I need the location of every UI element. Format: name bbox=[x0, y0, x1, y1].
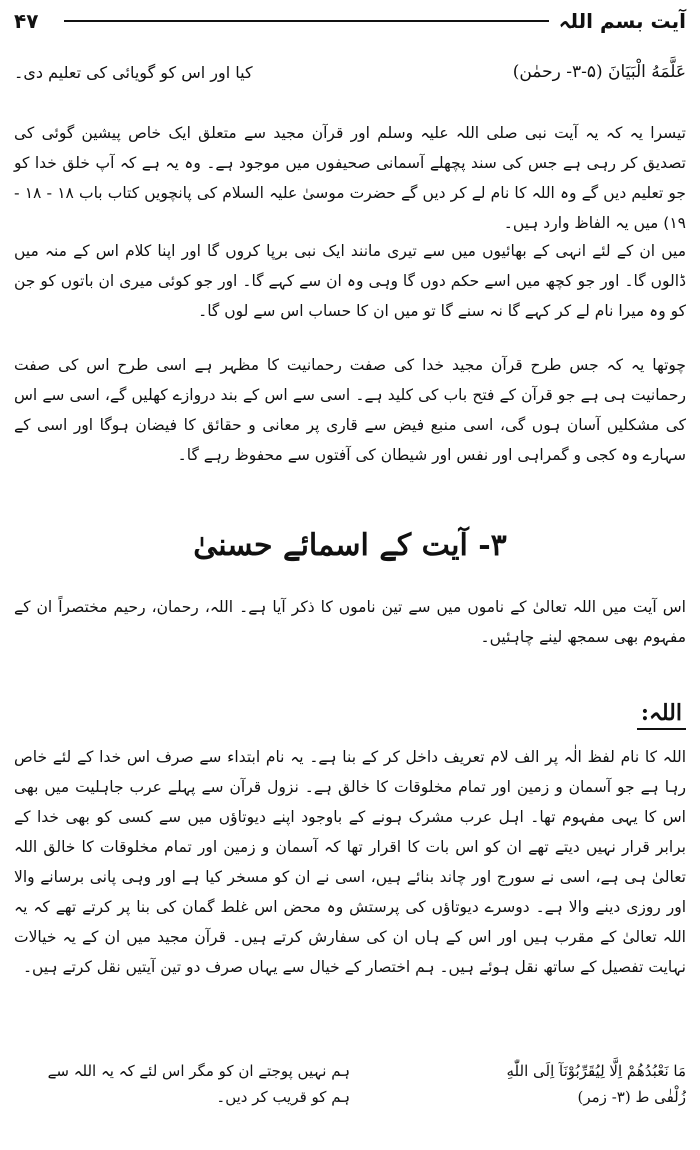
verse-arabic-line-2: زُلْفٰى ط (۳- زمر) bbox=[577, 1088, 686, 1106]
paragraph: میں ان کے لئے انہی کے بھائیوں میں سے تیری مانند ایک نبی برپا کروں گا اور اپنا کلام اس کے منہ میں ڈالوں گا۔ اور جو کچھ میں اسے حکم دوں گا وہی وہ ان سے کہے گا۔ اور جو کوئی میری ان باتوں کو جن کو وہ میرا نام لے کر کہے گا نہ سنے گا تو میں ان کا حساب اس سے لوں گا۔ bbox=[14, 242, 686, 320]
paragraph-quote-moses bbox=[14, 236, 686, 326]
allah-paragraph bbox=[14, 742, 686, 982]
page-number: ۴۷ bbox=[14, 9, 39, 33]
subheading-wrap bbox=[14, 700, 686, 730]
running-title: آیت بسم اللہ bbox=[558, 9, 686, 33]
section-intro bbox=[14, 592, 686, 652]
paragraph: تیسرا یہ کہ یہ آیت نبی صلی اللہ علیہ وسلم اور قرآن مجید سے متعلق ایک خاص پیشین گوئی کی تصدیق کر رہی ہے جس کی سند پچھلے آسمانی صحیفوں میں موجود ہے۔ وہ یہ ہے کہ آپ خلق خدا کو جو تعلیم دیں گے وہ اللہ کا نام لے کر دیں گے حضرت موسیٰ علیہ السلام کی پانچویں کتاب باب ۱۸ - ۱۸ - ۱۹) میں یہ الفاظ وارد ہیں۔ bbox=[14, 124, 686, 232]
verse-translation-line-1: ہم نہیں پوجتے ان کو مگر اس لئے کہ یہ اللہ سے bbox=[47, 1062, 350, 1080]
paragraph: چوتھا یہ کہ جس طرح قرآن مجید خدا کی صفت رحمانیت کا مظہر ہے اسی طرح اس کی صفت رحمانیت ہی ہے جو قرآن کے فتح باب کی کلید ہے۔ اسی سے اس کے بند دروازے کھلیں گے، اسی سے اس کی مشکلیں آسان ہوں گی، اسی منبع فیض سے قاری پر معانی و حقائق کا فیضان ہوگا اور اسی کے سہارے وہ کجی و گمراہی اور نفس اور شیطان کی آفتوں سے محفوظ رہے گا۔ bbox=[14, 356, 686, 464]
verse-translation: کیا اور اس کو گویائی کی تعلیم دی۔ bbox=[14, 62, 253, 82]
page-header bbox=[14, 8, 686, 34]
paragraph: اس آیت میں اللہ تعالیٰ کے ناموں میں سے تین ناموں کا ذکر آیا ہے۔ اللہ، رحمان، رحیم مختصراً ان کے مفہوم بھی سمجھ لینے چاہئیں۔ bbox=[14, 598, 686, 646]
subheading-allah: اللہ: bbox=[637, 700, 686, 730]
verse-rahman bbox=[14, 62, 686, 82]
verse-translation-line-2: ہم کو قریب کر دیں۔ bbox=[216, 1088, 350, 1106]
verse-zumar bbox=[14, 1062, 686, 1106]
header-rule bbox=[64, 20, 549, 22]
section-heading-wrap bbox=[14, 528, 686, 563]
verse-arabic-line-1: مَا نَعْبُدُهُمْ اِلَّا لِيُقَرِّبُوْنَآ اِلَى اللّٰهِ bbox=[506, 1062, 686, 1080]
paragraph: اللہ کا نام لفظ الٰہ پر الف لام تعریف داخل کر کے بنا ہے۔ یہ نام ابتداء سے صرف اس خدا کے لئے خاص رہا ہے جو آسمان و زمین اور تمام مخلوقات کا خالق ہے۔ نزول قرآن سے پہلے عرب جاہلیت میں بھی اس کا یہی مفہوم تھا۔ اہل عرب مشرک ہونے کے باوجود اپنے دیوتاؤں میں سے کسی کو بھی خدا کے برابر قرار نہیں دیتے تھے ان کو اس بات کا اقرار تھا کہ آسمان و زمین اور تمام مخلوقات کا خالق اللہ تعالیٰ ہی ہے، اسی نے سورج اور چاند بنائے ہیں، اسی نے ان کو مسخر کیا ہے اور وہی پانی برسانے والا اور روزی دینے والا ہے۔ دوسرے دیوتاؤں کی پرستش وہ محض اس غلط گمان کی بنا پر کرتے تھے کہ یہ اللہ تعالیٰ کے مقرب ہیں اور اس کے ہاں ان کی سفارش کرتے ہیں۔ قرآن مجید میں ان کے یہ خیالات نہایت تفصیل کے ساتھ نقل ہوئے ہیں۔ ہم اختصار کے خیال سے یہاں صرف دو تین آیتیں نقل کرتے ہیں۔ bbox=[14, 748, 686, 976]
section-heading: ۳- آیت کے اسمائے حسنیٰ bbox=[193, 528, 507, 563]
paragraph-fourth-point bbox=[14, 350, 686, 470]
paragraph-third-point bbox=[14, 118, 686, 238]
verse-arabic: عَلَّمَهُ الْبَيَانَ (۵-۳- رحمٰن) bbox=[512, 62, 686, 82]
